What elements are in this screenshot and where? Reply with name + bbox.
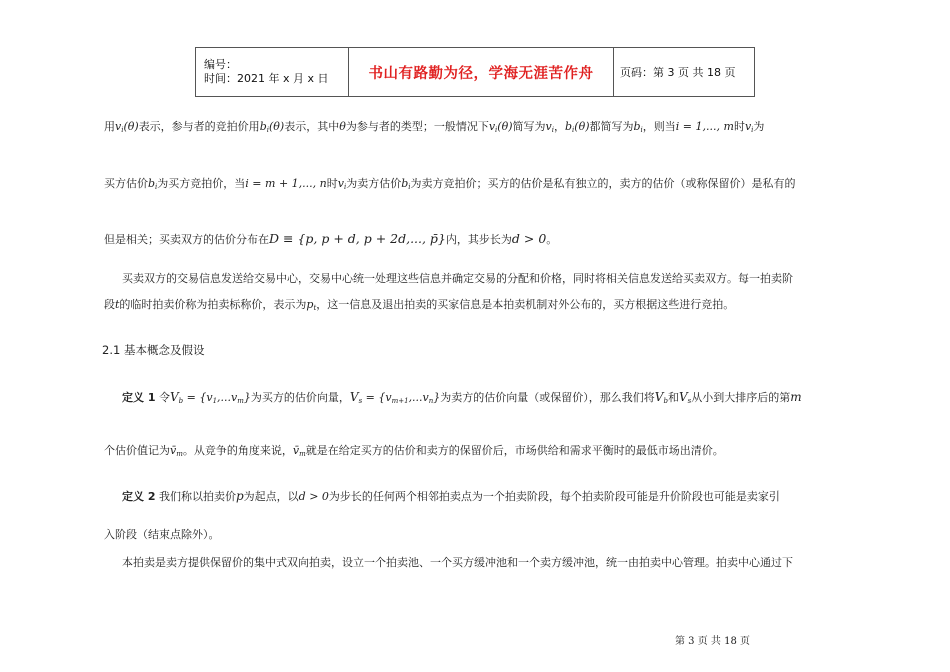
text: 个估价值记为	[104, 444, 170, 457]
math-var: b	[633, 120, 641, 133]
math-sub: s	[687, 397, 692, 405]
text: 为买方的估价向量，	[250, 391, 350, 404]
text: 表示，其中	[284, 120, 340, 133]
math-sub: i	[495, 126, 498, 134]
paragraph-1-line-2	[104, 175, 796, 191]
math-expr: d > 0	[511, 231, 547, 246]
math-expr: = {v	[183, 391, 213, 404]
math-sub: n	[428, 397, 434, 405]
text: 买方估价	[104, 177, 148, 190]
math-var: v̄	[170, 444, 177, 457]
definition-1-line-2	[104, 442, 724, 458]
paragraph-2-line-2	[104, 296, 734, 312]
math-var: p	[306, 298, 314, 311]
paragraph-3-line-1: 本拍卖是卖方提供保留价的集中式双向拍卖，设立一个拍卖池、一个买方缓冲池和一个卖方缓冲池，统一由拍卖中心管理。拍卖中心通过下	[122, 556, 793, 569]
math-var: b	[259, 120, 267, 133]
math-sub: t	[313, 304, 317, 312]
text: ，则当	[642, 120, 676, 133]
document-header	[195, 47, 755, 97]
text: 段	[104, 298, 115, 311]
math-sub: m	[237, 397, 244, 405]
math-set-expr: D ≡ {p, p + d, p + 2d,..., p̄}	[269, 231, 446, 246]
definition-2-line-1	[122, 488, 780, 504]
text: ，这一信息及退出拍卖的买家信息是本拍卖机制对外公布的，买方根据这些进行竞拍。	[316, 298, 735, 311]
math-sub: m	[299, 450, 306, 458]
section-title: 2.1 基本概念及假设	[102, 343, 205, 357]
math-sub: m	[176, 450, 183, 458]
math-sub: i	[551, 126, 554, 134]
math-var: V	[678, 390, 688, 404]
math-sub: s	[358, 397, 363, 405]
math-arg: (θ)	[123, 120, 139, 133]
math-var: b	[148, 177, 156, 190]
text: 为卖方的估价向量（或保留价），那么我们将	[440, 391, 655, 404]
paragraph-1-line-1	[104, 118, 764, 134]
math-sub: b	[663, 397, 668, 405]
math-expr: i = 1,..., m	[675, 120, 734, 133]
text: 从小到大排序后的第	[691, 391, 791, 404]
math-sub: i	[408, 183, 411, 191]
text: 但是相关；买卖双方的估价分布在	[104, 233, 269, 246]
math-var: t	[115, 298, 120, 311]
math-expr: ,...v	[217, 391, 238, 404]
math-expr: }	[243, 391, 251, 404]
text: 。	[546, 233, 558, 246]
math-var: v	[744, 120, 752, 133]
math-sub: i	[343, 183, 347, 191]
math-sub: b	[178, 397, 184, 405]
math-sub: i	[572, 126, 575, 134]
math-sub: i	[121, 126, 124, 134]
definition-label: 定义 1	[122, 391, 156, 404]
text: 为买方竞拍价，当	[157, 177, 246, 190]
text: 。从竞争的角度来说，	[182, 444, 293, 457]
math-var: V	[349, 390, 359, 404]
math-var: θ	[339, 120, 346, 133]
math-arg: (θ)	[574, 120, 590, 133]
math-var: v	[488, 120, 496, 133]
math-var: p	[235, 489, 244, 503]
math-var: b	[564, 120, 573, 133]
text: 就是在给定买方的估价和卖方的保留价后，市场供给和需求平衡时的最低市场出清价。	[305, 444, 724, 457]
math-var: v	[115, 120, 122, 133]
math-var: v̄	[292, 444, 300, 457]
text: 为参与者的类型；一般情况下	[345, 120, 489, 133]
text: 令	[155, 391, 170, 404]
math-expr: }	[433, 391, 441, 404]
math-sub: i	[155, 183, 158, 191]
text: 为卖方估价	[346, 177, 402, 190]
math-sub: i	[266, 126, 269, 134]
definition-1-line-1	[122, 389, 802, 405]
math-arg: (θ)	[268, 120, 285, 133]
text: 简写为	[512, 120, 546, 133]
definition-2-line-2: 入阶段（结束点除外）。	[104, 528, 220, 541]
text: 为起点，以	[243, 490, 299, 503]
text: 为	[753, 120, 765, 133]
text: 表示，参与者的竞拍价用	[138, 120, 260, 133]
text: 和	[667, 391, 679, 404]
text: 时	[326, 177, 338, 190]
page-footer: 第 3 页 共 18 页	[675, 636, 750, 647]
text: ，	[553, 120, 565, 133]
math-sub: 1	[212, 397, 218, 405]
math-var: V	[169, 390, 179, 404]
math-arg: (θ)	[497, 120, 513, 133]
paragraph-2-line-1: 买卖双方的交易信息发送给交易中心，交易中心统一处理这些信息并确定交易的分配和价格，同时将相关信息发送给买卖双方。每一拍卖阶	[122, 272, 793, 285]
definition-label: 定义 2	[122, 490, 156, 503]
math-var: m	[790, 390, 802, 404]
text: 都简写为	[589, 120, 634, 133]
header-motto: 书山有路勤为径，学海无涯苦作舟	[349, 48, 614, 97]
math-var: b	[401, 177, 409, 190]
paragraph-1-line-3	[104, 231, 557, 247]
text: 时	[733, 120, 745, 133]
math-expr: ,...v	[408, 391, 429, 404]
math-expr: i = m + 1,..., n	[245, 177, 327, 190]
math-expr: = {v	[362, 391, 392, 404]
text: 为步长的任何两个相邻拍卖点为一个拍卖阶段，每个拍卖阶段可能是升价阶段也可能是卖家引	[328, 490, 780, 503]
number-label: 编号：	[204, 58, 237, 71]
math-var: v	[545, 120, 552, 133]
time-label: 时间：2021 年 x 月 x 日	[204, 72, 329, 85]
math-var: v	[337, 177, 344, 190]
math-var: V	[654, 390, 664, 404]
math-sub: i	[751, 126, 754, 134]
math-sub: m+1	[391, 397, 409, 405]
math-sub: i	[640, 126, 643, 134]
text: 用	[104, 120, 115, 133]
text: 为卖方竞拍价；买方的估价是私有独立的，卖方的估价（或称保留价）是私有的	[410, 177, 796, 190]
header-page-label: 页码：第 3 页 共 18 页	[614, 48, 755, 97]
text: 内，其步长为	[445, 233, 512, 246]
math-expr: d > 0	[298, 490, 329, 503]
header-meta	[196, 48, 349, 97]
text: 我们称以拍卖价	[155, 490, 236, 503]
text: 的临时拍卖价称为拍卖标称价，表示为	[119, 298, 307, 311]
